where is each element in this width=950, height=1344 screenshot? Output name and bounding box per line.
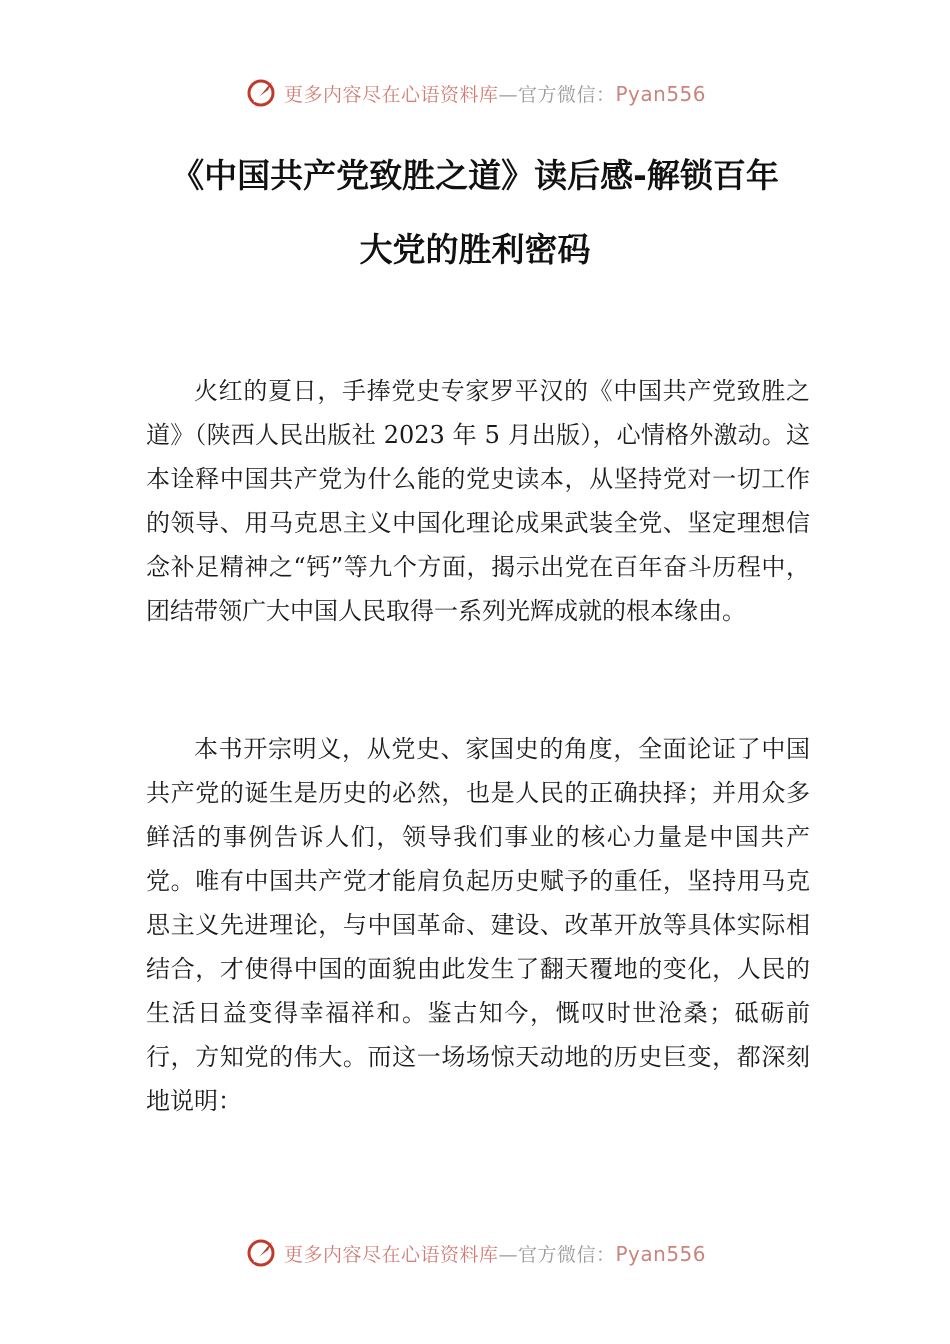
quill-logo-icon [244,76,278,110]
header-banner [0,71,950,115]
quill-logo-icon [244,1236,278,1270]
page-title-line-2: 大党的胜利密码 [359,230,591,269]
header-banner-text [284,80,706,107]
header-banner-wechat-label: 官方微信： [517,83,616,106]
footer-banner-main: 更多内容尽在心语资料库 [283,1243,499,1266]
body-paragraph-2: 本书开宗明义，从党史、家国史的角度，全面论证了中国共产党的诞生是历史的必然，也是人民的正确抉择；并用众多鲜活的事例告诉人们，领导我们事业的核心力量是中国共产党。唯有中国共产党才能肩负起历史赋予的重任，坚持用马克思主义先进理论，与中国革命、建设、改革开放等具体实际相结合，才使得中国的面貌由此发生了翻天覆地的变化，人民的生活日益变得幸福祥和。鉴古知今，慨叹时世沧桑；砥砺前行，方知党的伟大。而这一场场惊天动地的历史巨变，都深刻地说明： [146,735,810,1115]
body-paragraph-1: 火红的夏日，手捧党史专家罗平汉的《中国共产党致胜之道》（陕西人民出版社 2023 年 5 月出版），心情格外激动。这本诠释中国共产党为什么能的党史读本，从坚持党对一切工作的领导、用马克思主义中国化理论成果武装全党、坚定理想信念补足精神之“钙”等九个方面，揭示出党在百年奋斗历程中，团结带领广大中国人民取得一系列光辉成就的根本缘由。 [146,377,810,625]
header-banner-separator: — [498,83,518,106]
page-title-line-1: 《中国共产党致胜之道》读后感-解锁百年 [171,156,779,195]
footer-banner-separator: — [498,1243,518,1266]
footer-banner-text [284,1240,706,1267]
footer-banner-wechat-id: Pyan556 [615,1241,707,1266]
footer-banner [0,1231,950,1275]
header-banner-wechat-id: Pyan556 [615,81,707,106]
header-banner-main: 更多内容尽在心语资料库 [283,83,499,106]
footer-banner-wechat-label: 官方微信： [517,1243,616,1266]
